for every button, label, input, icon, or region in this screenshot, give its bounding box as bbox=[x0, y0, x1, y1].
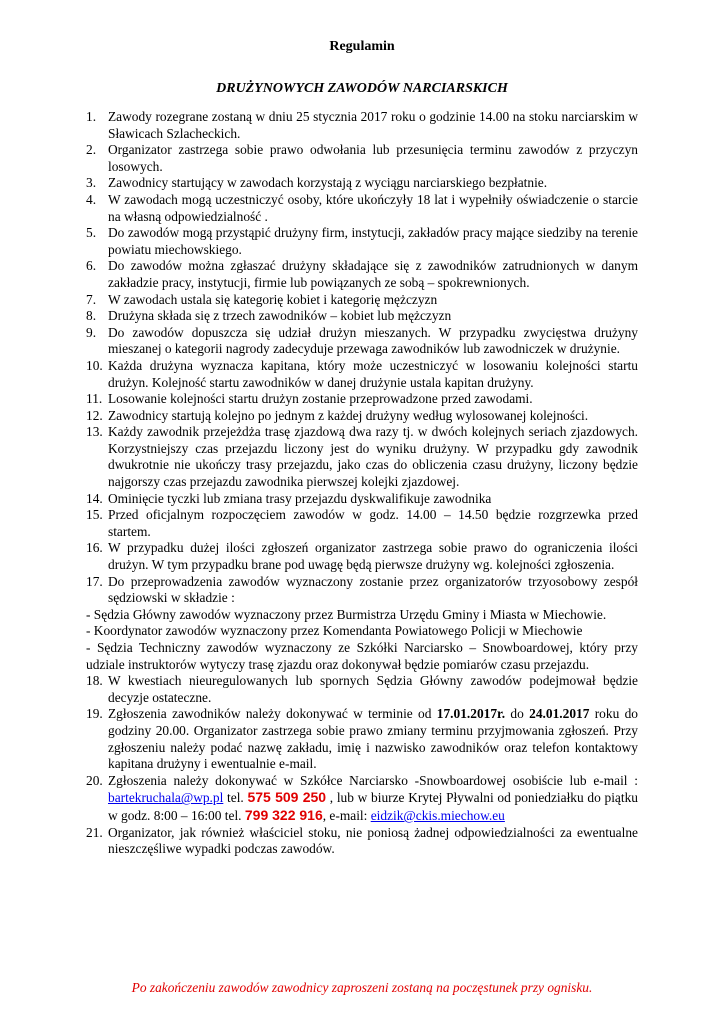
rule-text: Do zawodów mogą przystąpić drużyny firm, instytucji, zakładów pracy mające siedziby na terenie powiatu miechowskiego. bbox=[108, 225, 638, 257]
rule-number: 21. bbox=[86, 824, 103, 840]
rule-11 bbox=[86, 391, 638, 408]
document-title: Regulamin bbox=[329, 39, 395, 54]
rule-text: W zawodach ustala się kategorię kobiet i kategorię mężczyzn bbox=[108, 291, 438, 307]
rule-9 bbox=[86, 325, 638, 358]
rule-text: Każda drużyna wyznacza kapitana, który może uczestniczyć w losowaniu kolejności startu drużyn. Kolejność startu zawodników w danej drużynie ustala kapitan drużyny. bbox=[108, 357, 638, 390]
rule-number: 12. bbox=[86, 407, 103, 423]
judge-technical: - Sędzia Techniczny zawodów wyznaczony ze Szkółki Narciarsko – Snowboardowej, który przy udziale instruktorów wytyczy trasę zjazdu oraz dokonywał będzie pomiarów czasu przejazdu. bbox=[86, 640, 638, 672]
rule-17 bbox=[86, 574, 638, 607]
rule-text-part: , lub w biurze Krytej Pływalni od poniedziałku do piątku w godz. 8:00 – 16:00 tel. bbox=[108, 790, 638, 823]
rule-1 bbox=[86, 109, 638, 142]
rule-text: Organizator zastrzega sobie prawo odwołania lub przesunięcia terminu zawodów z przyczyn losowych. bbox=[108, 142, 638, 174]
rule-text: Do zawodów można zgłaszać drużyny składające się z zawodników zatrudnionych w danym zakładzie pracy, instytucji, firmie lub powiązanych ze sobą – spokrewnionych. bbox=[108, 258, 638, 290]
rule-number: 6. bbox=[86, 258, 97, 274]
rule-text: Drużyna składa się z trzech zawodników – kobiet lub mężczyzn bbox=[108, 308, 452, 324]
rule-number: 4. bbox=[86, 191, 97, 207]
rule-text: Przed oficjalnym rozpoczęciem zawodów w godz. 14.00 – 14.50 będzie rozgrzewka przed startem. bbox=[108, 507, 638, 539]
rule-text: W przypadku dużej ilości zgłoszeń organizator zastrzega sobie prawo do ograniczenia ilości drużyn. W tym przypadku brane pod uwagę będą pierwsze drużyny wg. kolejności zgłoszenia. bbox=[108, 540, 638, 573]
rule-text: W kwestiach nieuregulowanych lub spornych Sędzia Główny zawodów podejmował będzie decyzje ostateczne. bbox=[108, 673, 638, 705]
rule-16 bbox=[86, 540, 638, 573]
rule-18 bbox=[86, 673, 638, 706]
rule-number: 15. bbox=[86, 507, 103, 523]
rule-15 bbox=[86, 507, 638, 540]
phone-number-pool: 799 322 916 bbox=[244, 806, 323, 823]
rule-13 bbox=[86, 424, 638, 490]
rule-10 bbox=[86, 358, 638, 391]
rule-text: Do przeprowadzenia zawodów wyznaczony zostanie przez organizatorów trzyosobowy zespół sędziowski w składzie : bbox=[108, 573, 638, 606]
email-link-bartek[interactable]: bartekruchala@wp.pl bbox=[108, 790, 224, 806]
rule-5 bbox=[86, 225, 638, 258]
rule-12 bbox=[86, 408, 638, 425]
rule-text-part: roku do godziny 20.00. Organizator zastrzega sobie prawo zmiany terminu przyjmowania zgłoszeń. Przy zgłoszeniu należy podać nazwę zakładu, imię i nazwisko zawodników oraz telefon kontaktowy kapitana drużyny i ewentualnie e-mail. bbox=[108, 706, 638, 772]
judges-list bbox=[86, 607, 638, 673]
rule-text-part: do bbox=[505, 706, 530, 722]
rule-4 bbox=[86, 192, 638, 225]
email-link-ckis[interactable]: eidzik@ckis.miechow.eu bbox=[370, 807, 505, 823]
phone-number-ski-school: 575 509 250 bbox=[247, 789, 327, 806]
rule-19 bbox=[86, 706, 638, 772]
rule-number: 19. bbox=[86, 706, 103, 722]
document-footer: Po zakończeniu zawodów zawodnicy zaproszeni zostaną na poczęstunek przy ognisku. bbox=[131, 980, 593, 995]
rule-text: Do zawodów dopuszcza się udział drużyn mieszanych. W przypadku zwycięstwa drużyny mieszanej o kategorii nagrody zadecyduje przewaga zawodników lub zawodniczek w drużynie. bbox=[108, 324, 638, 357]
rule-14 bbox=[86, 491, 638, 508]
rule-text-part: tel. bbox=[223, 790, 248, 806]
rule-text: Zawodnicy startujący w zawodach korzystają z wyciągu narciarskiego bezpłatnie. bbox=[108, 175, 548, 191]
rule-number: 11. bbox=[86, 391, 103, 407]
date-to: 24.01.2017 bbox=[529, 706, 590, 722]
rule-text-part: Zgłoszenia należy dokonywać w Szkółce Narciarsko -Snowboardowej osobiście lub e-mail : bbox=[108, 772, 638, 788]
rule-number: 16. bbox=[86, 540, 103, 556]
rule-text: Ominięcie tyczki lub zmiana trasy przejazdu dyskwalifikuje zawodnika bbox=[108, 490, 492, 506]
rule-8 bbox=[86, 308, 638, 325]
rule-number: 17. bbox=[86, 573, 103, 589]
rule-2 bbox=[86, 142, 638, 175]
rule-text: Każdy zawodnik przejeżdża trasę zjazdową dwa razy tj. w dwóch kolejnych seriach zjazdowych. Korzystniejszy czas przejazdu liczony jest do wyniku drużyny. W przypadku gdy zawodnik dwukrotnie nie ukończy trasy przejazdu, jako czas do obliczenia czasu drużyny, liczony będzie najgorszy czas przejazdu zawodnika pierwszej kolejki zjazdowej. bbox=[108, 424, 638, 490]
judge-coordinator: - Koordynator zawodów wyznaczony przez Komendanta Powiatowego Policji w Miechowie bbox=[86, 623, 583, 639]
rule-number: 20. bbox=[86, 772, 103, 788]
rule-text: W zawodach mogą uczestniczyć osoby, które ukończyły 18 lat i wypełniły oświadczenie o starcie na własną odpowiedzialność . bbox=[108, 191, 638, 224]
rule-text: Losowanie kolejności startu drużyn zostanie przeprowadzone przed zawodami. bbox=[108, 391, 533, 407]
rule-6 bbox=[86, 258, 638, 291]
rule-7 bbox=[86, 292, 638, 309]
judge-main: - Sędzia Główny zawodów wyznaczony przez Burmistrza Urzędu Gminy i Miasta w Miechowie. bbox=[86, 606, 607, 622]
rule-number: 18. bbox=[86, 673, 103, 689]
rule-number: 2. bbox=[86, 142, 97, 158]
rule-number: 8. bbox=[86, 308, 97, 324]
rule-text: Organizator, jak również właściciel stoku, nie poniosą żadnej odpowiedzialności za ewentualne nieszczęśliwe wypadki podczas zawodów. bbox=[108, 824, 638, 857]
rule-text: Zawody rozegrane zostaną w dniu 25 stycznia 2017 roku o godzinie 14.00 na stoku narciarskim w Sławicach Szlacheckich. bbox=[108, 109, 638, 141]
rule-text-part: , e-mail: bbox=[322, 807, 371, 823]
rule-number: 3. bbox=[86, 175, 97, 191]
rule-20 bbox=[86, 773, 638, 825]
rules-list bbox=[86, 109, 638, 858]
rule-21 bbox=[86, 825, 638, 858]
date-from: 17.01.2017r. bbox=[436, 706, 506, 722]
numbered-rules bbox=[86, 109, 638, 607]
rule-text-part: Zgłoszenia zawodników należy dokonywać w terminie od bbox=[108, 706, 437, 722]
rule-number: 7. bbox=[86, 291, 97, 307]
rule-number: 9. bbox=[86, 324, 97, 340]
rule-3 bbox=[86, 175, 638, 192]
rule-number: 10. bbox=[86, 357, 103, 373]
rule-number: 1. bbox=[86, 109, 97, 124]
rule-number: 14. bbox=[86, 490, 103, 506]
rule-number: 5. bbox=[86, 225, 97, 241]
rule-number: 13. bbox=[86, 424, 103, 440]
rule-text: Zawodnicy startują kolejno po jednym z każdej drużyny według wylosowanej kolejności. bbox=[108, 407, 589, 423]
document-subtitle: DRUŻYNOWYCH ZAWODÓW NARCIARSKICH bbox=[216, 81, 508, 96]
